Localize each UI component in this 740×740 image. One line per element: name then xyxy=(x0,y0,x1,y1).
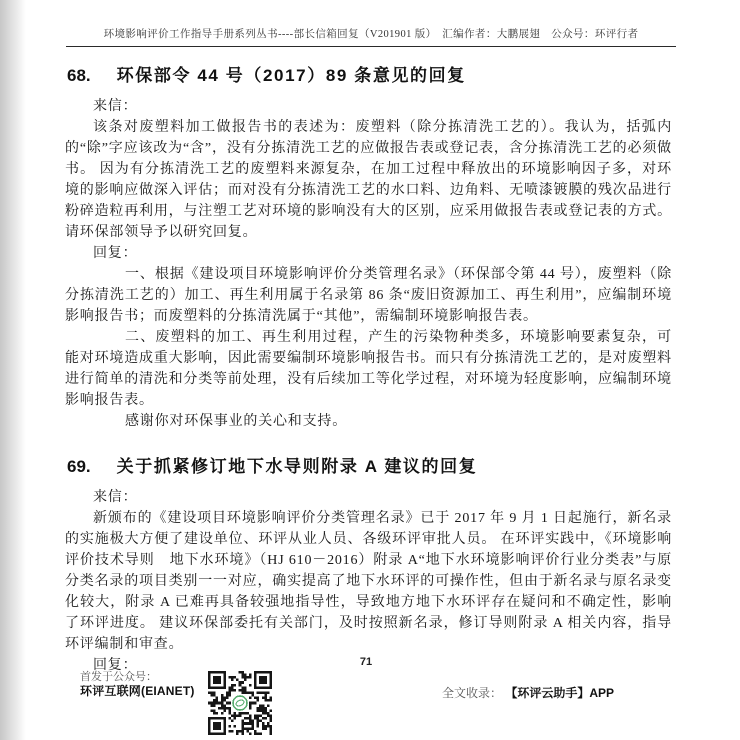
reply-label: 回复： xyxy=(93,658,138,673)
header-text: 环境影响评价工作指导手册系列丛书----部长信箱回复（V201901 版） 汇编作者：大鹏展翅 公众号：环评行者 xyxy=(103,29,639,40)
reply-label: 回复： xyxy=(93,246,138,261)
letter-paragraph: 该条对废塑料加工做报告书的表述为：废塑料（除分拣清洗工艺的）。我认为，括弧内的“除”字应该改为“含”，没有分拣清洗工艺的应做报告表或登记表，含分拣清洗工艺的必须做书。 因为有分拣清洗工艺的废塑料来源复杂，在加工过程中释放出的环境影响因子多，对环境的影响应做深入评估；而对没有分拣清洗工艺的水口料、边角料、无喷漆镀膜的残次品进行粉碎造粒再利用，与注塑工艺对环境的影响没有大的区别，应采用做报告表或登记表的方式。 请环保部领导予以研究回复。 xyxy=(65,120,672,240)
letter-label: 来信： xyxy=(93,490,138,505)
reply-paragraph: 一、根据《建设项目环境影响评价分类管理名录》（环保部令第 44 号），废塑料（除分拣清洗工艺的）加工、再生利用属于名录第 86 条“废旧资源加工、再生利用”，应编制环境影响报告书；而废塑料的分拣清洗属于“其他”，需编制环境影响报告表。 xyxy=(65,267,672,324)
footer-publisher-line1: 首发于公众号： xyxy=(80,671,157,683)
section-69-title xyxy=(67,452,672,477)
footer-publisher-line2: 环评互联网(EIANET) xyxy=(80,684,195,698)
page-number: 71 xyxy=(359,656,373,668)
section-69-title-text: 关于抓紧修订地下水导则附录 A 建议的回复 xyxy=(116,457,478,476)
section-69-number: 69. xyxy=(67,457,91,476)
letter-paragraph: 新颁布的《建设项目环境影响评价分类管理名录》已于 2017 年 9 月 1 日起施行，新名录的实施极大方便了建设单位、环评从业人员、各级环评审批人员。 在环评实践中，《环境影响评价技术导则 地下水环境》（HJ 610－2016）附录 A“地下水环境影响评价行业分类表”与原分类名录的项目类别一一对应，确实提高了地下水环评的可操作性，但由于新名录与原名录变化较大，附录 A 已难再具备较强地指导性，导致地方地下水环评存在疑问和不确定性，影响了环评进度。 建议环保部委托有关部门，及时按照新名录，修订导则附录 A 相关内容，指导环评编制和审查。 xyxy=(65,511,672,652)
footer-collection xyxy=(442,684,614,701)
footer-collection-prefix: 全文收录： xyxy=(442,686,503,700)
footer-publisher xyxy=(80,670,195,698)
letter-label: 来信： xyxy=(93,99,138,114)
scan-edge-shadow xyxy=(0,0,26,740)
reply-closing: 感谢你对环保事业的关心和支持。 xyxy=(125,414,347,429)
reply-paragraph: 二、废塑料的加工、再生利用过程，产生的污染物种类多，环境影响要素复杂，可能对环境造成重大影响，因此需要编制环境影响报告书。而只有分拣清洗工艺的，是对废塑料进行简单的清洗和分类等前处理，没有后续加工等化学过程，对环境为轻度影响，应编制环境影响报告表。 xyxy=(65,330,672,408)
document-content xyxy=(65,61,672,676)
section-68-title-text: 环保部令 44 号（2017）89 条意见的回复 xyxy=(116,66,466,85)
page-header xyxy=(66,26,676,47)
section-68-number: 68. xyxy=(67,66,91,85)
qr-code xyxy=(208,671,272,735)
section-68-title xyxy=(67,61,672,86)
footer-collection-app: 【环评云助手】APP xyxy=(505,686,615,700)
